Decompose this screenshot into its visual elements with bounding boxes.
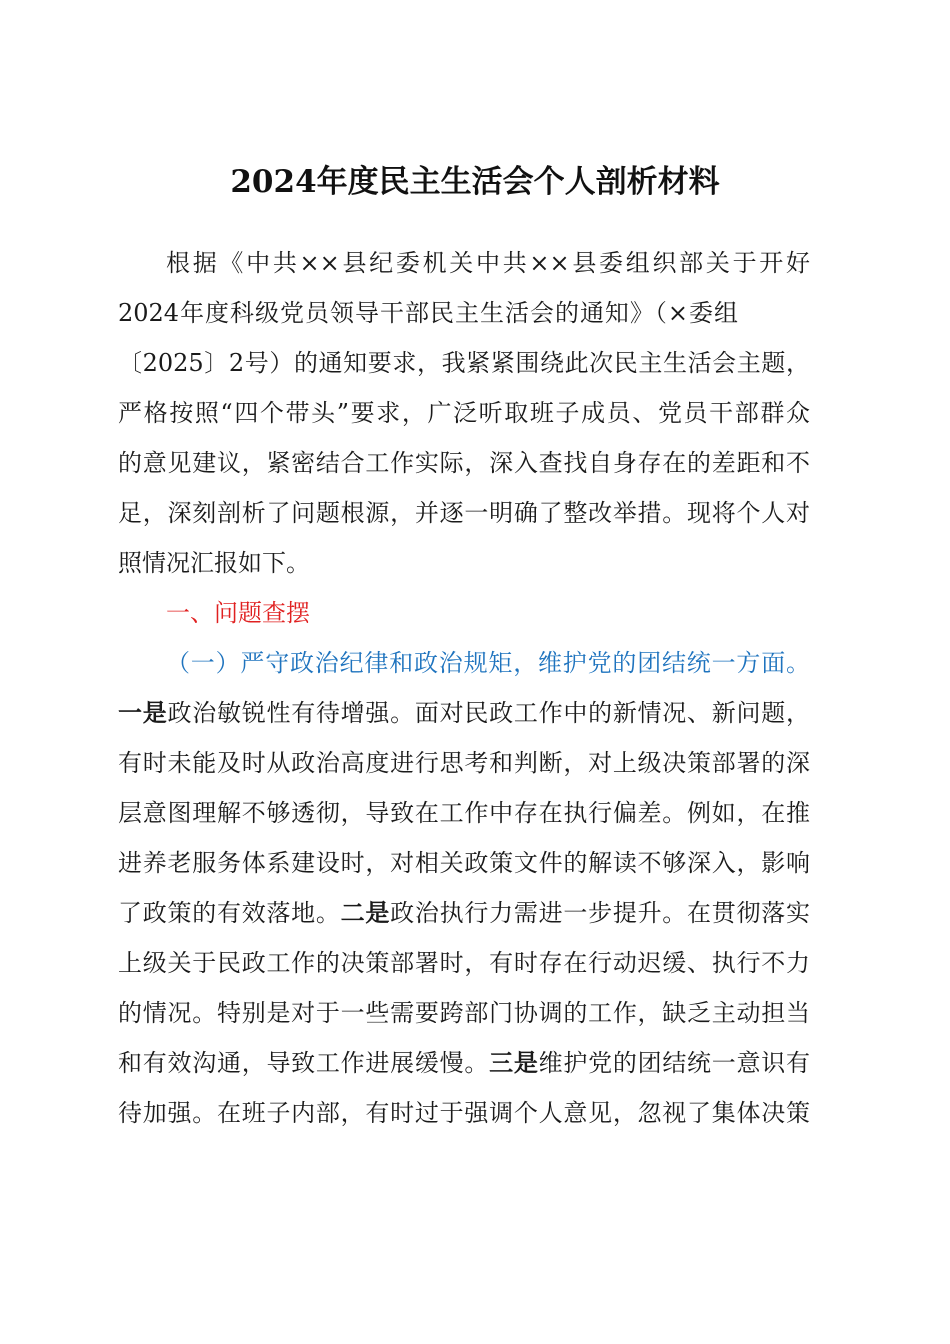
ordinal-label: 一是 (118, 699, 168, 727)
body-text: 政治执行力需进一步提升。在贯彻落实 (390, 899, 811, 927)
intro-line-4: 严格按照“四个带头”要求，广泛听取班子成员、党员干部群众 (118, 399, 810, 427)
body-text: 了政策的有效落地。 (118, 899, 341, 927)
body-line-7: 的情况。特别是对于一些需要跨部门协调的工作，缺乏主动担当 (118, 999, 810, 1027)
intro-line-1: 根据《中共××县纪委机关中共××县委组织部关于开好 (166, 249, 810, 277)
intro-line-6: 足，深刻剖析了问题根源，并逐一明确了整改举措。现将个人对 (118, 499, 810, 527)
document-title: 2024年度民主生活会个人剖析材料 (230, 164, 720, 200)
intro-line-5: 的意见建议，紧密结合工作实际，深入查找自身存在的差距和不 (118, 449, 810, 477)
body-line-8 (118, 1047, 810, 1079)
body-line-2: 有时未能及时从政治高度进行思考和判断，对上级决策部署的深 (118, 749, 810, 777)
body-line-1 (118, 697, 810, 729)
ordinal-label: 三是 (489, 1049, 539, 1077)
ordinal-label: 二是 (340, 899, 391, 927)
section-heading-1: 一、问题查摆 (166, 599, 310, 627)
body-line-3: 层意图理解不够透彻，导致在工作中存在执行偏差。例如，在推 (118, 799, 810, 827)
body-line-4: 进养老服务体系建设时，对相关政策文件的解读不够深入，影响 (118, 849, 810, 877)
body-line-6: 上级关于民政工作的决策部署时，有时存在行动迟缓、执行不力 (118, 949, 810, 977)
body-text: 政治敏锐性有待增强。面对民政工作中的新情况、新问题， (167, 699, 811, 727)
intro-line-2: 2024年度科级党员领导干部民主生活会的通知》（×委组 (118, 299, 738, 327)
body-line-5 (118, 897, 810, 929)
body-text: 和有效沟通，导致工作进展缓慢。 (118, 1049, 490, 1077)
intro-line-3: 〔2025〕2号）的通知要求，我紧紧围绕此次民主生活会主题， (118, 349, 810, 377)
subsection-heading-1: （一）严守政治纪律和政治规矩，维护党的团结统一方面。 (166, 649, 810, 677)
body-line-9: 待加强。在班子内部，有时过于强调个人意见，忽视了集体决策 (118, 1099, 810, 1127)
body-text: 维护党的团结统一意识有 (538, 1049, 811, 1077)
intro-line-7: 照情况汇报如下。 (118, 549, 310, 577)
